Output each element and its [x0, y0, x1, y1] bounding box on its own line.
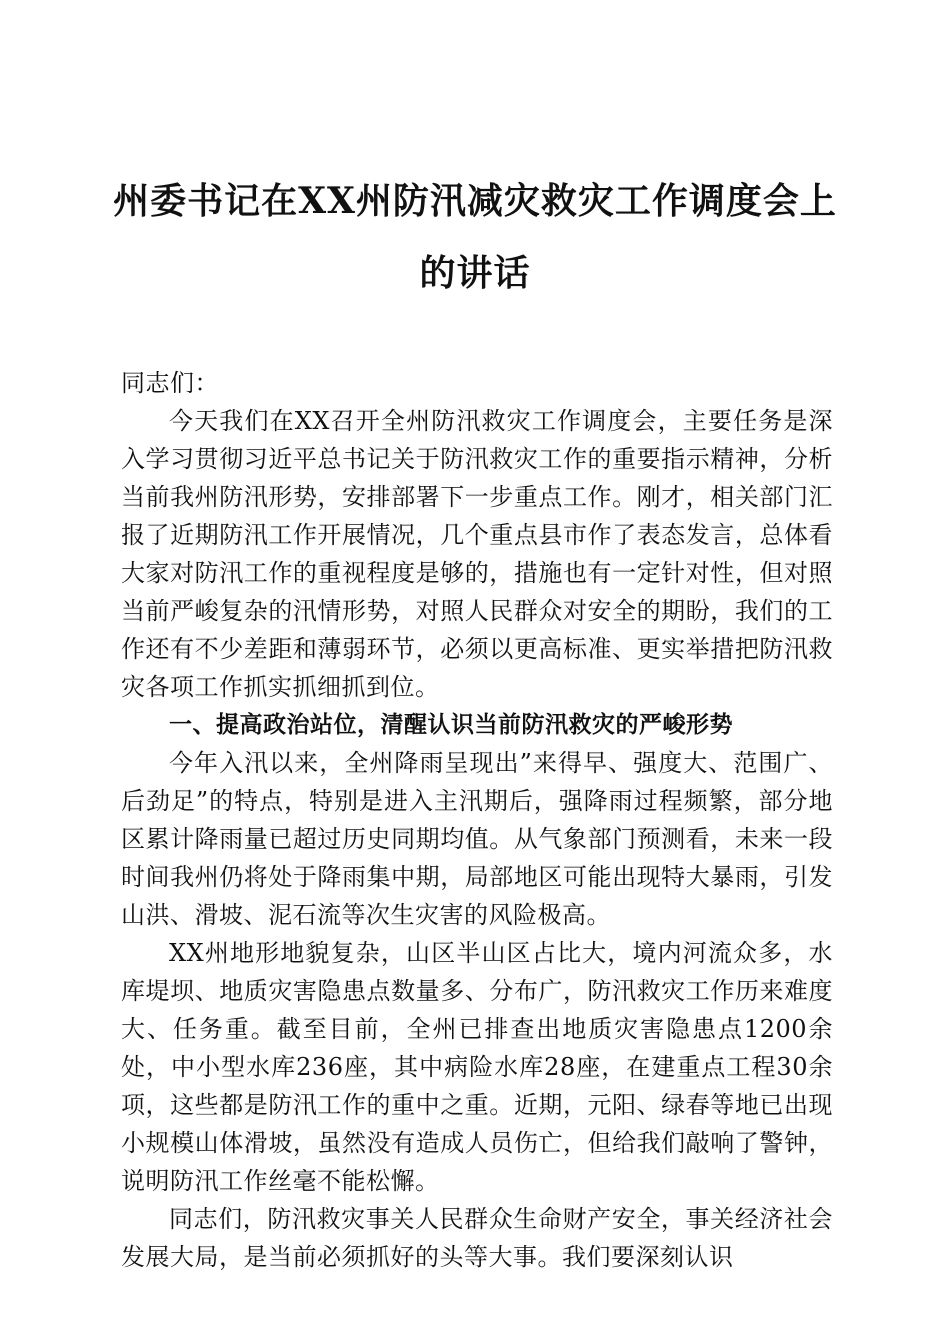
title-line-2: 的讲话 — [419, 252, 531, 294]
paragraph-closing: 同志们，防汛救灾事关人民群众生命财产安全，事关经济社会发展大局，是当前必须抓好的头等大事。我们要深刻认识 — [121, 1205, 833, 1271]
title-line-1: 州委书记在XX州防汛减灾救灾工作调度会上 — [113, 180, 837, 222]
salutation: 同志们： — [121, 369, 219, 397]
paragraph-terrain: XX州地形地貌复杂，山区半山区占比大，境内河流众多，水库堤坝、地质灾害隐患点数量多、分布广，防汛救灾工作历来难度大、任务重。截至目前，全州已排查出地质灾害隐患点1200余处，中小型水库236座，其中病险水库28座，在建重点工程30余项，这些都是防汛工作的重中之重。近期，元阳、绿春等地已出现小规模山体滑坡，虽然没有造成人员伤亡，但给我们敲响了警钟，说明防汛工作丝毫不能松懈。 — [121, 939, 833, 1195]
document-title — [100, 165, 850, 309]
paragraph-rainfall: 今年入汛以来，全州降雨呈现出”来得早、强度大、范围广、后劲足”的特点，特别是进入主汛期后，强降雨过程频繁，部分地区累计降雨量已超过历史同期均值。从气象部门预测看，未来一段时间我州仍将处于降雨集中期，局部地区可能出现特大暴雨，引发山洪、滑坡、泥石流等次生灾害的风险极高。 — [121, 749, 833, 929]
section-heading-1: 一、提高政治站位，清醒认识当前防汛救灾的严峻形势 — [169, 712, 733, 738]
document-body — [121, 364, 833, 1276]
paragraph-intro: 今天我们在XX召开全州防汛救灾工作调度会，主要任务是深入学习贯彻习近平总书记关于防汛救灾工作的重要指示精神，分析当前我州防汛形势，安排部署下一步重点工作。刚才，相关部门汇报了近期防汛工作开展情况，几个重点县市作了表态发言，总体看大家对防汛工作的重视程度是够的，措施也有一定针对性，但对照当前严峻复杂的汛情形势，对照人民群众对安全的期盼，我们的工作还有不少差距和薄弱环节，必须以更高标准、更实举措把防汛救灾各项工作抓实抓细抓到位。 — [121, 407, 833, 701]
